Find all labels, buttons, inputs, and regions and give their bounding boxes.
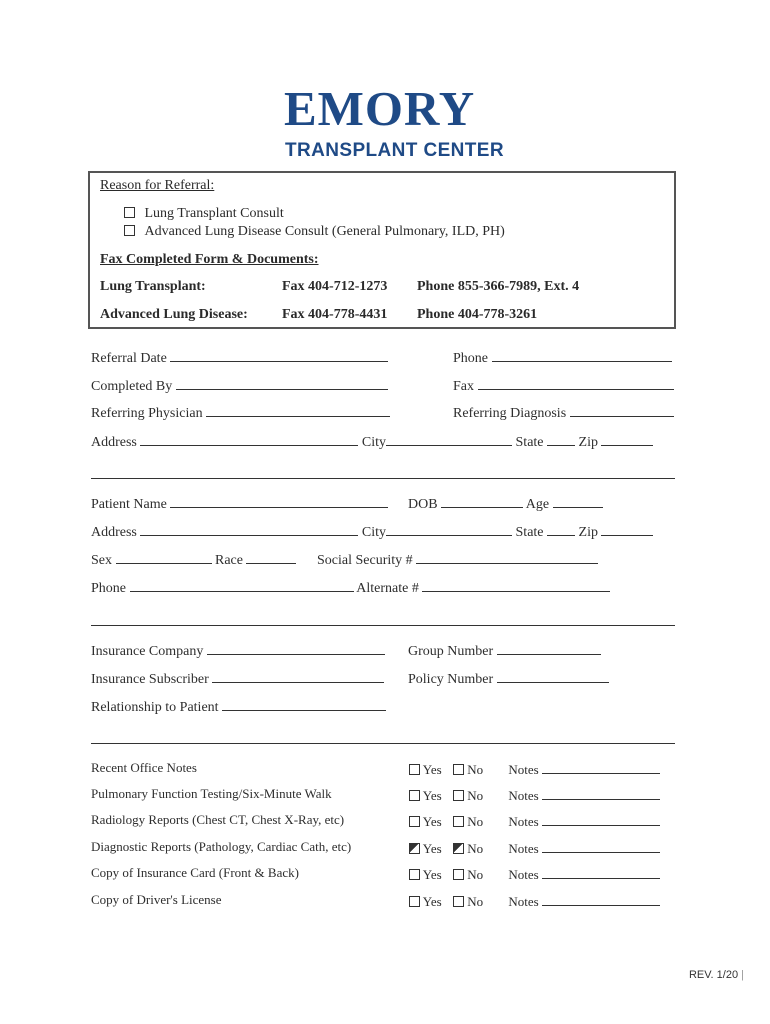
yes-checkbox[interactable] (409, 816, 420, 827)
notes-label: Notes (508, 762, 539, 777)
sex-label: Sex (91, 553, 112, 568)
advanced-lung-label: Advanced Lung Disease Consult (General Pulmonary, ILD, PH) (144, 224, 505, 239)
policy-number-label: Policy Number (408, 672, 494, 687)
document-row (91, 892, 222, 907)
relationship-label: Relationship to Patient (91, 700, 219, 715)
document-row (91, 760, 197, 775)
yes-label: Yes (422, 894, 442, 909)
document-label: Copy of Driver's License (91, 892, 222, 907)
relationship-input[interactable] (222, 697, 386, 711)
contact-lung-program: Lung Transplant: (100, 279, 206, 294)
notes-label: Notes (508, 841, 539, 856)
referring-physician-label: Referring Physician (91, 406, 203, 421)
referring-diagnosis-field (453, 403, 674, 422)
dob-input[interactable] (441, 494, 523, 508)
insurance-company-label: Insurance Company (91, 644, 204, 659)
notes-label: Notes (508, 867, 539, 882)
referrer-state-label: State (515, 435, 544, 450)
patient-zip-label: Zip (578, 525, 598, 540)
completed-by-label: Completed By (91, 379, 173, 394)
referrer-city-label: City (361, 435, 387, 450)
contact-ald-fax: Fax 404-778-4431 (282, 307, 388, 322)
referral-date-label: Referral Date (91, 351, 167, 366)
patient-phone-label: Phone (91, 581, 126, 596)
group-number-input[interactable] (497, 641, 601, 655)
contact-ald-phone: Phone 404-778-3261 (417, 307, 538, 322)
referral-heading: Reason for Referral: (100, 178, 215, 193)
referral-date-input[interactable] (170, 348, 388, 362)
notes-label: Notes (508, 894, 539, 909)
yes-checkbox[interactable] (409, 764, 420, 775)
referrer-phone-input[interactable] (492, 348, 672, 362)
referring-physician-input[interactable] (206, 403, 390, 417)
revision-footer: REV. 1/20 | (688, 969, 744, 981)
yes-no-notes-row-2 (409, 812, 660, 829)
race-input[interactable] (246, 550, 296, 564)
no-checkbox[interactable] (453, 843, 464, 854)
referral-box (88, 171, 676, 329)
policy-number-field (408, 669, 609, 688)
referrer-city-input[interactable] (386, 432, 512, 446)
notes-input[interactable] (542, 865, 660, 879)
yes-checkbox[interactable] (409, 790, 420, 801)
patient-zip-input[interactable] (601, 522, 653, 536)
lung-transplant-label: Lung Transplant Consult (144, 206, 284, 221)
referrer-fax-label: Fax (453, 379, 474, 394)
notes-input[interactable] (542, 786, 660, 800)
contact-lung-phone: Phone 855-366-7989, Ext. 4 (417, 279, 580, 294)
alternate-input[interactable] (422, 578, 610, 592)
document-label: Copy of Insurance Card (Front & Back) (91, 865, 299, 880)
referrer-zip-input[interactable] (601, 432, 653, 446)
referrer-address-input[interactable] (140, 432, 358, 446)
insurance-company-input[interactable] (207, 641, 385, 655)
no-checkbox[interactable] (453, 896, 464, 907)
fax-heading: Fax Completed Form & Documents: (100, 252, 319, 267)
insurance-subscriber-label: Insurance Subscriber (91, 672, 209, 687)
yes-label: Yes (422, 814, 442, 829)
patient-state-label: State (515, 525, 544, 540)
document-label: Recent Office Notes (91, 760, 197, 775)
referrer-phone-field (453, 348, 672, 367)
patient-name-field (91, 494, 388, 513)
notes-input[interactable] (542, 892, 660, 906)
age-input[interactable] (553, 494, 603, 508)
no-label: No (467, 867, 484, 882)
referring-diagnosis-label: Referring Diagnosis (453, 406, 567, 421)
transplant-center-subtitle: TRANSPLANT CENTER (285, 140, 504, 161)
relationship-field (91, 697, 386, 716)
advanced-lung-checkbox[interactable] (124, 225, 135, 236)
dob-age-field (408, 494, 603, 513)
document-row (91, 812, 344, 827)
patient-name-label: Patient Name (91, 497, 167, 512)
dob-label: DOB (408, 497, 438, 512)
referrer-address-row (91, 432, 653, 451)
referring-physician-field (91, 403, 390, 422)
no-checkbox[interactable] (453, 816, 464, 827)
ssn-field (317, 550, 598, 569)
patient-city-label: City (361, 525, 387, 540)
section-divider (91, 625, 675, 626)
patient-name-input[interactable] (170, 494, 388, 508)
referrer-fax-field (453, 376, 674, 395)
yes-label: Yes (422, 788, 442, 803)
no-label: No (467, 894, 484, 909)
insurance-company-field (91, 641, 385, 660)
no-label: No (467, 788, 484, 803)
patient-city-input[interactable] (386, 522, 512, 536)
revision-label: REV. 1/20 (688, 969, 739, 981)
referrer-state-input[interactable] (547, 432, 575, 446)
no-checkbox[interactable] (453, 869, 464, 880)
notes-label: Notes (508, 788, 539, 803)
option-advanced-lung (124, 224, 505, 240)
notes-label: Notes (508, 814, 539, 829)
patient-address-input[interactable] (140, 522, 358, 536)
referrer-fax-input[interactable] (478, 376, 674, 390)
no-checkbox[interactable] (453, 764, 464, 775)
yes-label: Yes (422, 762, 442, 777)
referral-date-field (91, 348, 388, 367)
ssn-input[interactable] (416, 550, 598, 564)
yes-no-notes-row-5 (409, 892, 660, 909)
option-lung-transplant (124, 206, 284, 222)
sex-race-field (91, 550, 296, 569)
alternate-label: Alternate # (356, 581, 419, 596)
yes-no-notes-row-1 (409, 786, 660, 803)
emory-logo-wordmark: EMORY (284, 81, 476, 136)
document-row (91, 786, 332, 801)
insurance-subscriber-field (91, 669, 384, 688)
notes-input[interactable] (542, 760, 660, 774)
insurance-subscriber-input[interactable] (212, 669, 384, 683)
ssn-label: Social Security # (317, 553, 413, 568)
contact-lung-fax: Fax 404-712-1273 (282, 279, 388, 294)
no-checkbox[interactable] (453, 790, 464, 801)
referrer-phone-label: Phone (453, 351, 488, 366)
group-number-field (408, 641, 601, 660)
section-divider (91, 743, 675, 744)
completed-by-field (91, 376, 388, 395)
group-number-label: Group Number (408, 644, 494, 659)
yes-no-notes-row-4 (409, 865, 660, 882)
section-divider (91, 478, 675, 479)
yes-checkbox[interactable] (409, 869, 420, 880)
patient-phone-field (91, 578, 610, 597)
patient-state-input[interactable] (547, 522, 575, 536)
patient-phone-input[interactable] (130, 578, 354, 592)
no-label: No (467, 762, 484, 777)
document-label: Radiology Reports (Chest CT, Chest X-Ray, etc) (91, 812, 345, 827)
notes-input[interactable] (542, 839, 660, 853)
race-label: Race (215, 553, 243, 568)
referrer-zip-label: Zip (578, 435, 598, 450)
yes-checkbox[interactable] (409, 843, 420, 854)
no-label: No (467, 814, 484, 829)
yes-label: Yes (422, 867, 442, 882)
yes-checkbox[interactable] (409, 896, 420, 907)
patient-address-label: Address (91, 525, 137, 540)
document-row (91, 839, 351, 854)
yes-no-notes-row-3 (409, 839, 660, 856)
age-label: Age (525, 497, 550, 512)
lung-transplant-checkbox[interactable] (124, 207, 135, 218)
no-label: No (467, 841, 484, 856)
notes-input[interactable] (542, 812, 660, 826)
yes-label: Yes (422, 841, 442, 856)
referring-diagnosis-input[interactable] (570, 403, 674, 417)
policy-number-input[interactable] (497, 669, 609, 683)
referrer-address-label: Address (91, 435, 137, 450)
contact-ald-program: Advanced Lung Disease: (100, 307, 248, 322)
document-row (91, 865, 299, 880)
document-label: Diagnostic Reports (Pathology, Cardiac Cath, etc) (91, 839, 352, 854)
document-label: Pulmonary Function Testing/Six-Minute Walk (91, 786, 332, 801)
completed-by-input[interactable] (176, 376, 388, 390)
yes-no-notes-row-0 (409, 760, 660, 777)
sex-input[interactable] (116, 550, 212, 564)
patient-address-row (91, 522, 653, 541)
